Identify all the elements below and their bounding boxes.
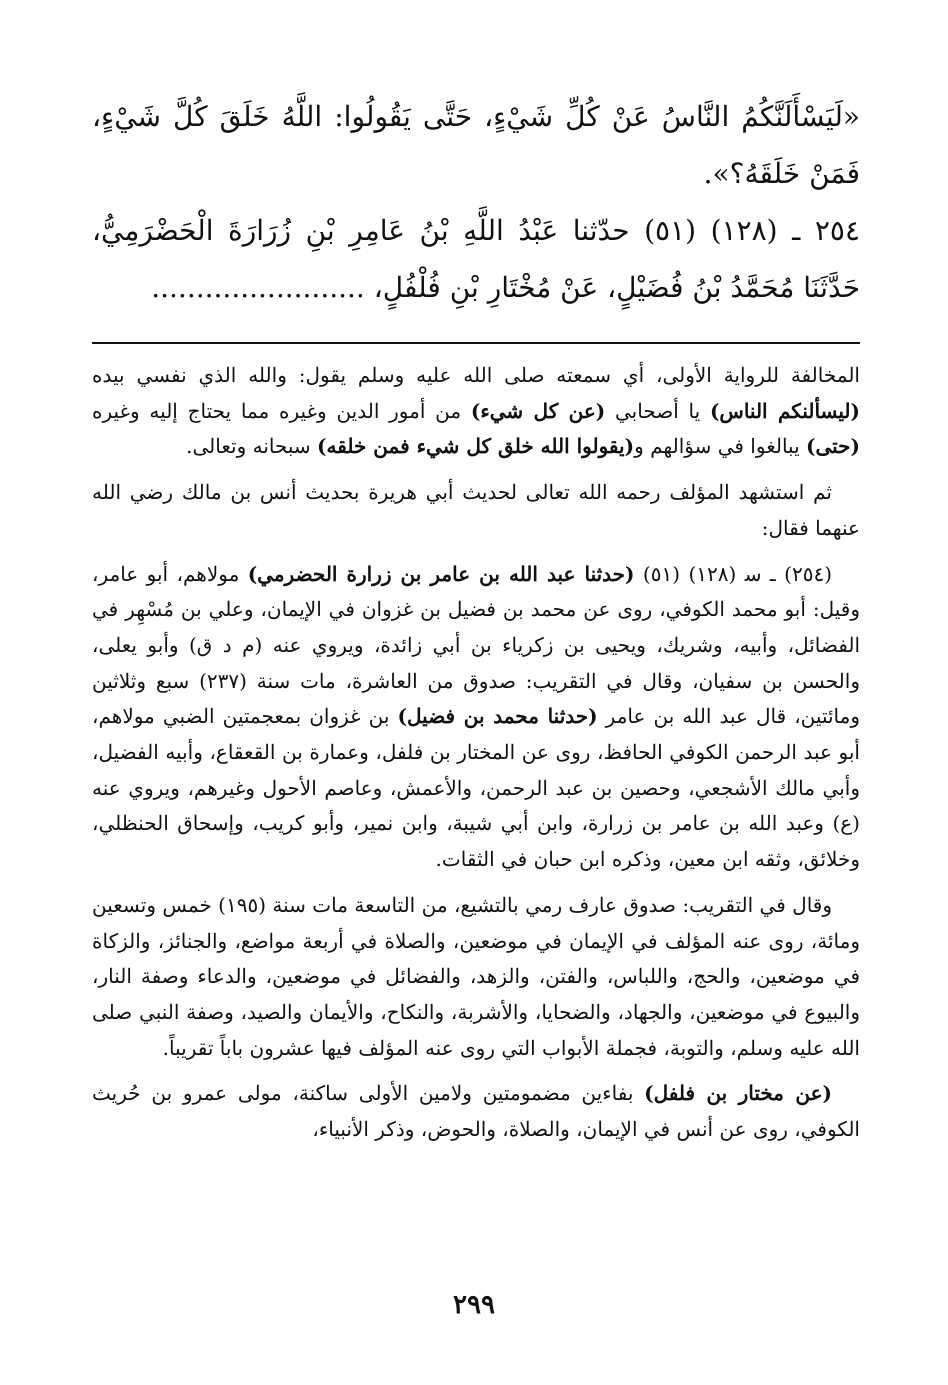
commentary-paragraph-5 [92,1076,860,1147]
commentary-paragraph-2: ثم استشهد المؤلف رحمه الله تعالى لحديث أبي هريرة بحديث أنس بن مالك رضي الله عنهما فقال: [92,480,860,540]
bold-quote: (عن كل شيء) [470,398,606,423]
text-run: بفاءين مضمومتين ولامين الأولى ساكنة، مولى عمرو بن حُريث الكوفي، روى عن أنس في الإيمان، والصلاة، والحوض، وذكر الأنبياء، [92,1081,860,1142]
commentary-paragraph-4: وقال في التقريب: صدوق عارف رمي بالتشيع، من التاسعة مات سنة (١٩٥) خمس وتسعين ومائة، روى عنه المؤلف في الإيمان في موضعين، والصلاة في أربعة مواضع، والجنائز، والزكاة في موضعين، والحج، واللباس، والفتن، والزهد، والفضائل في موضعين، والدعاء وصفة النار، والبيوع في موضعين، والجهاد، والضحايا، والأشربة، والنكاح، والأيمان والصيد، وصفة النبي صلى الله عليه وسلم، والتوبة، فجملة الأبواب التي روى عنه المؤلف فيها عشرون باباً تقريباً. [92,892,860,1060]
hadith-line-2: ٢٥٤ ـ (١٢٨) (٥١) حدّثنا عَبْدُ اللَّهِ بْنُ عَامِرِ بْنِ زُرَارَةَ الْحَضْرَمِيُّ، حَدَّثَنَا مُحَمَّدُ بْنُ فُضَيْلٍ، عَنْ مُخْتَارِ بْنِ فُلْفُلٍ، ........................ [92,214,860,304]
bold-quote: (ليسألنكم الناس) [709,398,860,423]
text-run: يبالغوا في سؤالهم و [634,434,806,459]
text-run: سبحانه وتعالى. [186,434,318,459]
text-run: يا أصحابي [605,398,710,423]
commentary [92,358,860,1148]
bold-quote: (حتى) [806,434,860,459]
bold-quote: (يقولوا الله خلق كل شيء فمن خلقه) [317,434,635,459]
text-run: مولاهم، أبو عامر، وقيل: أبو محمد الكوفي، روى عن محمد بن فضيل بن غزوان في الإيمان، وعلي بن مُسْهِر في الفضائل، وأبيه، وشريك، ويحيى بن زكرياء بن أبي زائدة، ويروي عنه (م د ق) وأبو يعلى، والحسن بن سفيان، وقال في التقريب: صدوق من العاشرة، مات سنة (٢٣٧) سبع وثلاثين ومائتين، قال عبد الله بن عامر [92,561,861,729]
bold-quote: (حدثنا محمد بن فضيل) [397,704,598,729]
text-run: بن غزوان بمعجمتين الضبي مولاهم، أبو عبد الرحمن الكوفي الحافظ، روى عن المختار بن فلفل، وعمارة بن القعقاع، وأبيه الفضيل، وأبي مالك الأشجعي، وحصين بن عبد الرحمن، والأعمش، وعاصم الأحول وغيرهم، ويروي عنه (ع) وعبد الله بن عامر بن زرارة، وابن أبي شيبة، وابن نمير، وأبو كريب، وإسحاق الحنظلي، وخلائق، وثقه ابن معين، وذكره ابن حبان في الثقات. [92,704,860,872]
commentary-paragraph-3 [92,557,860,878]
text-run: المخالفة للرواية الأولى، أي سمعته صلى الله عليه وسلم يقول: والله الذي نفسي بيده [92,363,860,387]
bold-quote: (حدثنا عبد الله بن عامر بن زرارة الحضرمي) [247,561,635,586]
text-run: (٢٥٤) ـ ﺳ (١٢٨) (٥١) [634,561,833,586]
bold-quote: (عن مختار بن فلفل) [644,1081,832,1106]
footnote-divider [92,342,860,344]
hadith-text [92,88,860,316]
text-run: من أمور الدين وغيره مما يحتاج إليه وغيره [92,398,471,423]
hadith-line-1: «لَيَسْأَلَنَّكُمُ النَّاسُ عَنْ كُلِّ شَيْءٍ، حَتَّى يَقُولُوا: اللَّهُ خَلَقَ كُلَّ شَيْءٍ، فَمَنْ خَلَقَهُ؟». [92,100,860,190]
commentary-paragraph-1 [92,358,860,465]
page-number: ٢٩٩ [453,1290,495,1320]
